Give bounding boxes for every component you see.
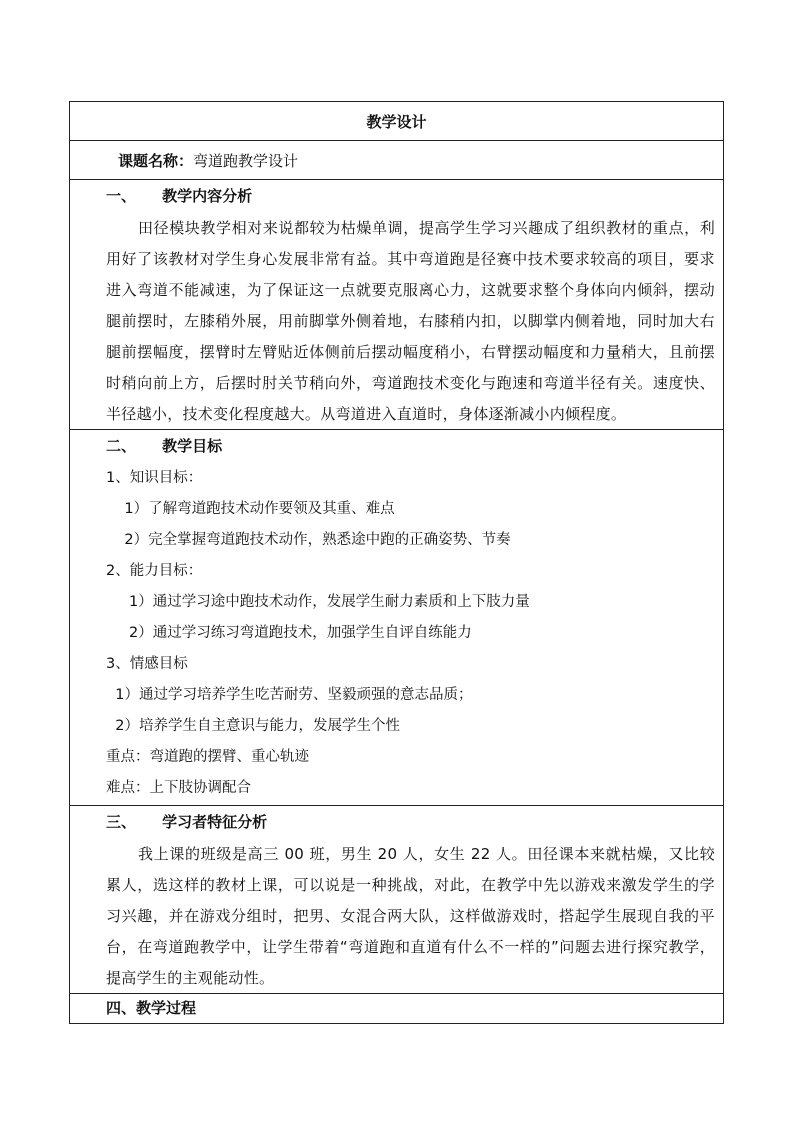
goal-line: 1）了解弯道跑技术动作要领及其重、难点 xyxy=(106,501,395,517)
course-name-row xyxy=(70,141,723,180)
goal-line: 1）通过学习培养学生吃苦耐劳、坚毅顽强的意志品质； xyxy=(106,687,473,703)
table-title: 教学设计 xyxy=(70,102,723,141)
lesson-plan-table xyxy=(69,101,724,1024)
section-heading-learner-analysis: 三、 学习者特征分析 xyxy=(106,813,268,831)
content-analysis-paragraph: 田径模块教学相对来说都较为枯燥单调，提高学生学习兴趣成了组织教材的重点，利用好了该教材对学生身心发展非常有益。其中弯道跑是径赛中技术要求较高的项目，要求进入弯道不能减速，为了保证这一点就要克服离心力，这就要求整个身体向内倾斜，摆动腿前摆时，左膝稍外展，用前脚掌外侧着地，右膝稍内扣，以脚掌内侧着地，同时加大右腿前摆幅度，摆臂时左臂贴近体侧前后摆动幅度稍小，右臂摆动幅度和力量稍大，且前摆时稍向前上方，后摆时肘关节稍向外，弯道跑技术变化与跑速和弯道半径有关。速度快、半径越小，技术变化程度越大。从弯道进入直道时，身体逐渐减小内倾程度。 xyxy=(106,219,715,423)
learner-analysis-paragraph: 我上课的班级是高三 00 班，男生 20 人，女生 22 人。田径课本来就枯燥，又比较累人，选这样的教材上课，可以说是一种挑战，对此，在教学中先以游戏来激发学生的学习兴趣，并在游戏分组时，把男、女混合两大队，这样做游戏时，搭起学生展现自我的平台，在弯道跑教学中，让学生带着“弯道跑和直道有什么不一样的”问题去进行探究教学，提高学生的主观能动性。 xyxy=(106,845,715,987)
course-name-label: 课题名称： xyxy=(118,151,194,170)
section-teaching-process xyxy=(70,994,723,1023)
goal-line: 3、情感目标 xyxy=(106,656,188,672)
section-content-analysis xyxy=(70,180,723,430)
section-heading-content-analysis: 一、 教学内容分析 xyxy=(106,187,253,205)
section-heading-teaching-goals: 二、 教学目标 xyxy=(106,437,223,455)
section-teaching-goals xyxy=(70,430,723,806)
goal-line: 2）培养学生自主意识与能力，发展学生个性 xyxy=(106,718,400,734)
course-name-value: 弯道跑教学设计 xyxy=(193,151,299,170)
goal-line: 2）完全掌握弯道跑技术动作，熟悉途中跑的正确姿势、节奏 xyxy=(106,532,511,548)
goal-line: 2、能力目标： xyxy=(106,563,203,579)
section-heading-teaching-process: 四、教学过程 xyxy=(106,999,197,1017)
goal-line: 1）通过学习途中跑技术动作，发展学生耐力素质和上下肢力量 xyxy=(106,594,530,610)
goal-line: 2）通过学习练习弯道跑技术，加强学生自评自练能力 xyxy=(106,625,472,641)
key-point-line: 重点：弯道跑的摆臂、重心轨迹 xyxy=(106,749,309,765)
section-learner-analysis xyxy=(70,806,723,994)
difficult-point-line: 难点：上下肢协调配合 xyxy=(106,780,251,796)
goal-line: 1、知识目标： xyxy=(106,470,203,486)
